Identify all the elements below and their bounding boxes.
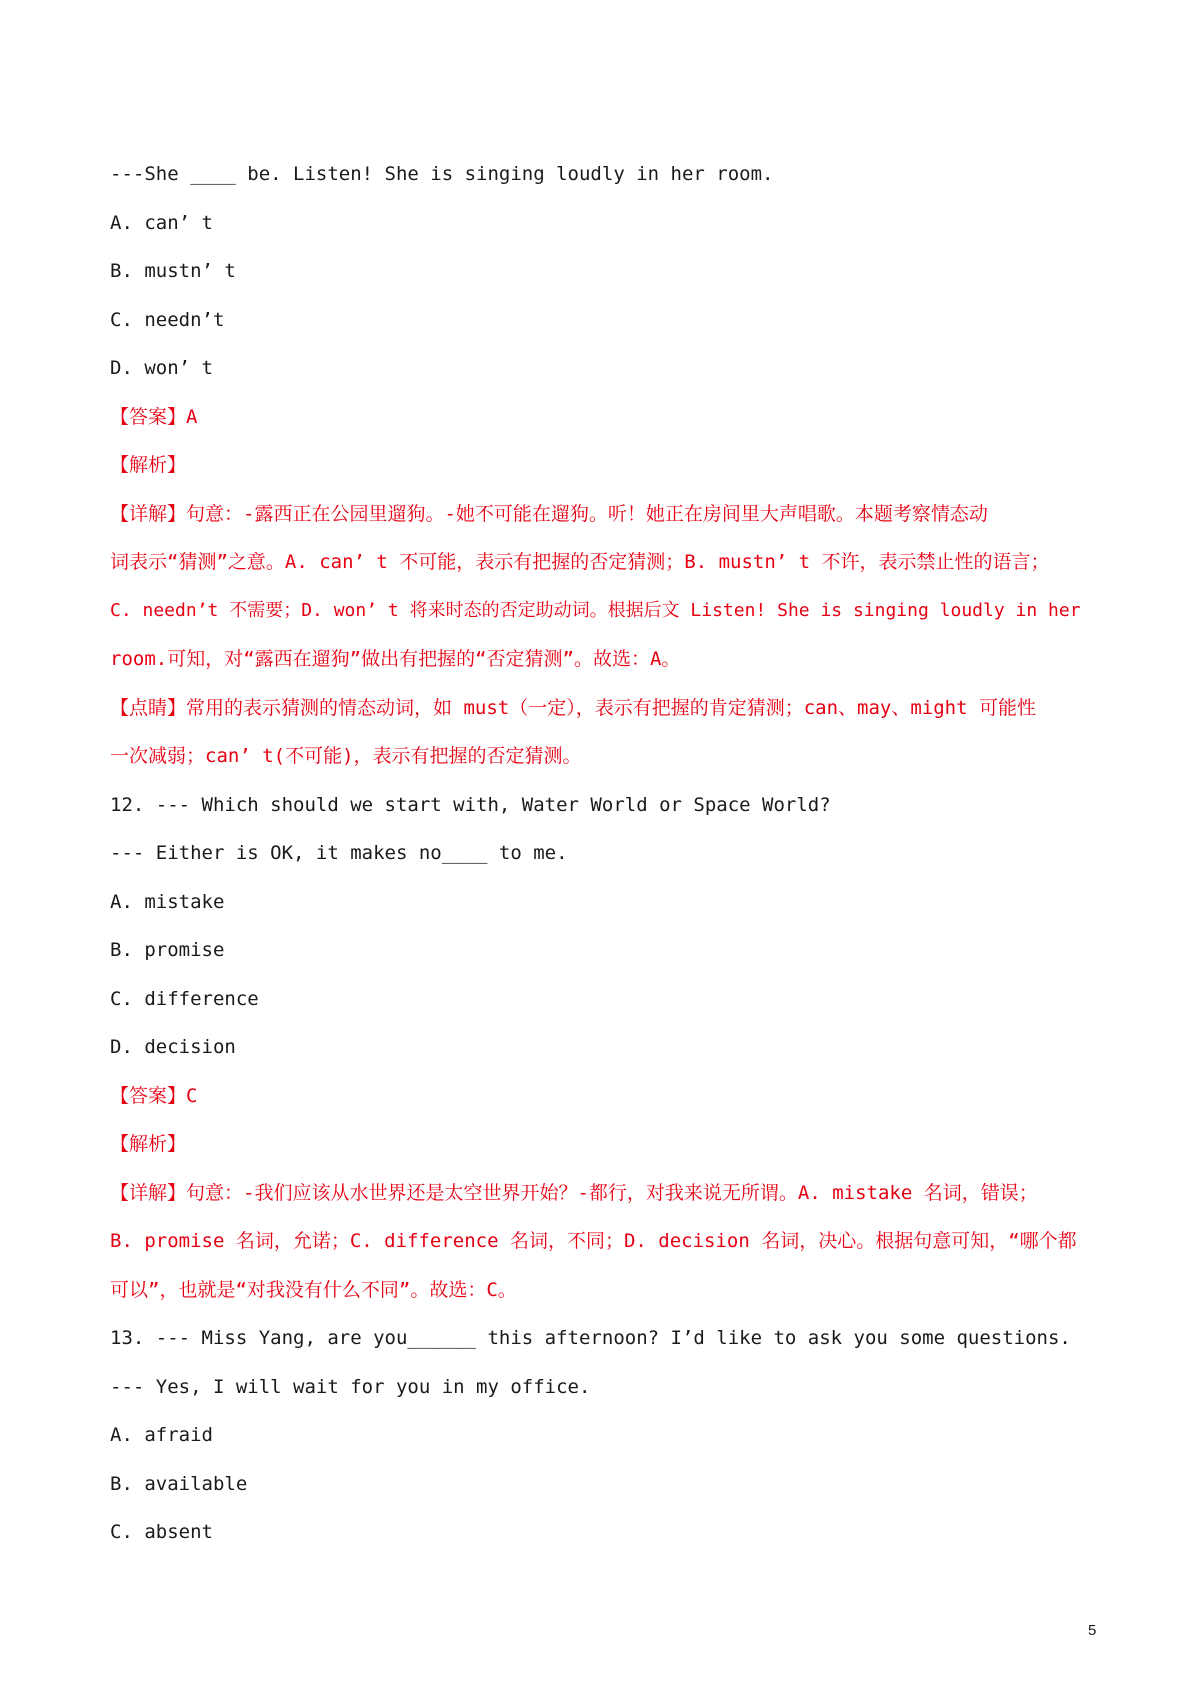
question-line: A. mistake	[110, 890, 225, 913]
explanation-line: B. promise 名词，允诺；C. difference 名词，不同；D. decision 名词，决心。根据句意可知，“哪个都	[110, 1230, 1077, 1252]
document-body	[110, 150, 1100, 1557]
explanation-line: 【答案】C	[110, 1084, 198, 1107]
question-line: D. decision	[110, 1036, 236, 1058]
explanation-line: 可以”，也就是“对我没有什么不同”。故选：C。	[110, 1278, 517, 1301]
explanation-line: 【详解】句意：-我们应该从水世界还是太空世界开始？-都行，对我来说无所谓。A. mistake 名词，错误；	[110, 1181, 1038, 1204]
explanation-line: 【答案】A	[110, 405, 198, 428]
question-line: B. promise	[110, 939, 225, 961]
page-number: 5	[1088, 1622, 1097, 1639]
question-line: 13. --- Miss Yang, are you______ this afternoon? I’d like to ask you some questions.	[110, 1327, 1071, 1349]
explanation-line: 【详解】句意：-露西正在公园里遛狗。-她不可能在遛狗。听！她正在房间里大声唱歌。本题考察情态动	[110, 502, 988, 525]
question-line: B. mustn’ t	[110, 260, 236, 282]
question-line: C. absent	[110, 1521, 213, 1543]
question-line: --- Either is OK, it makes no____ to me.	[110, 842, 568, 864]
explanation-line: 一次减弱；can’ t(不可能)，表示有把握的否定猜测。	[110, 745, 582, 767]
explanation-line: 【点睛】常用的表示猜测的情态动词，如 must（一定），表示有把握的肯定猜测；can、may、might 可能性	[110, 696, 1036, 719]
question-line: B. available	[110, 1472, 248, 1495]
explanation-line: 词表示“猜测”之意。A. can’ t 不可能，表示有把握的否定猜测；B. mustn’ t 不许，表示禁止性的语言；	[110, 551, 1050, 573]
question-line: 12. --- Which should we start with, Water World or Space World?	[110, 793, 831, 816]
explanation-line: 【解析】	[110, 1133, 187, 1155]
explanation-line: 【解析】	[110, 454, 187, 476]
question-line: A. can’ t	[110, 211, 213, 234]
question-line: ---She ____ be. Listen! She is singing loudly in her room.	[110, 163, 774, 185]
question-line: C. needn’t	[110, 308, 225, 331]
question-line: A. afraid	[110, 1424, 213, 1446]
question-line: --- Yes, I will wait for you in my office.	[110, 1375, 591, 1398]
explanation-line: C. needn’t 不需要；D. won’ t 将来时态的否定助动词。根据后文 Listen! She is singing loudly in her	[110, 599, 1081, 621]
question-line: C. difference	[110, 987, 259, 1010]
explanation-line: room.可知，对“露西在遛狗”做出有把握的“否定猜测”。故选：A。	[110, 648, 681, 670]
question-line: D. won’ t	[110, 357, 213, 379]
